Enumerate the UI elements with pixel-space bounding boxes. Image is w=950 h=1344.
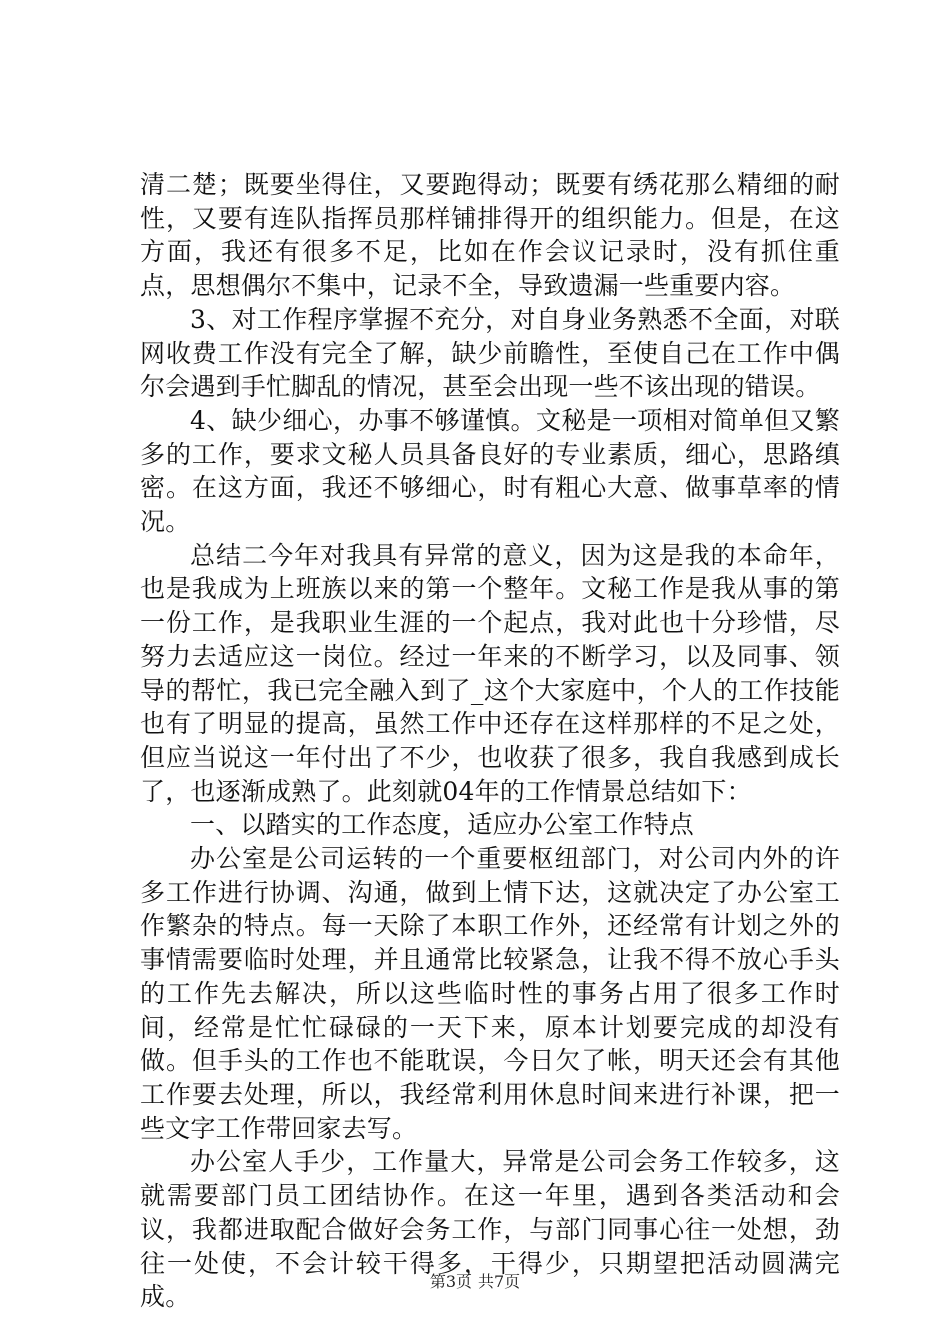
paragraph-continuation: 清二楚；既要坐得住，又要跑得动；既要有绣花那么精细的耐性，又要有连队指挥员那样铺排得开的组织能力。但是，在这方面，我还有很多不足，比如在作会议记录时，没有抓住重点，思想偶尔不集中，记录不全，导致遗漏一些重要内容。: [140, 170, 840, 301]
section-heading-1: 一、以踏实的工作态度，适应办公室工作特点: [190, 810, 695, 840]
document-body: [140, 168, 840, 1314]
paragraph-item-4: 4、缺少细心，办事不够谨慎。文秘是一项相对简单但又繁多的工作，要求文秘人员具备良好的专业素质，细心，思路缜密。在这方面，我还不够细心，时有粗心大意、做事草率的情况。: [140, 405, 840, 537]
paragraph-teamwork: 办公室人手少，工作量大，异常是公司会务工作较多，这就需要部门员工团结协作。在这一年里，遇到各类活动和会议，我都进取配合做好会务工作，与部门同事心往一处想，劲往一处使，不会计较干得多，干得少，只期望把活动圆满完成。: [140, 1147, 840, 1312]
paragraph-office-characteristics: 办公室是公司运转的一个重要枢纽部门，对公司内外的许多工作进行协调、沟通，做到上情下达，这就决定了办公室工作繁杂的特点。每一天除了本职工作外，还经常有计划之外的事情需要临时处理，并且通常比较紧急，让我不得不放心手头的工作先去解决，所以这些临时性的事务占用了很多工作时间，经常是忙忙碌碌的一天下来，原本计划要完成的却没有做。但手头的工作也不能耽误，今日欠了帐，明天还会有其他工作要去处理，所以，我经常利用休息时间来进行补课，把一些文字工作带回家去写。: [140, 844, 840, 1143]
page-footer: [0, 1272, 950, 1292]
paragraph-item-3: 3、对工作程序掌握不充分，对自身业务熟悉不全面，对联网收费工作没有完全了解，缺少前瞻性，至使自己在工作中偶尔会遇到手忙脚乱的情况，甚至会出现一些不该出现的错误。: [140, 304, 840, 402]
page-number: 第3页: [429, 1272, 472, 1291]
paragraph-summary-intro: 总结二今年对我具有异常的意义，因为这是我的本命年，也是我成为上班族以来的第一个整年。文秘工作是我从事的第一份工作，是我职业生涯的一个起点，我对此也十分珍惜，尽努力去适应这一岗位。经过一年来的不断学习，以及同事、领导的帮忙，我已完全融入到了_这个大家庭中，个人的工作技能也有了明显的提高，虽然工作中还存在这样那样的不足之处，但应当说这一年付出了不少，也收获了很多，我自我感到成长了，也逐渐成熟了。此刻就04年的工作情景总结如下：: [140, 540, 840, 806]
page-total: 共7页: [478, 1272, 521, 1291]
